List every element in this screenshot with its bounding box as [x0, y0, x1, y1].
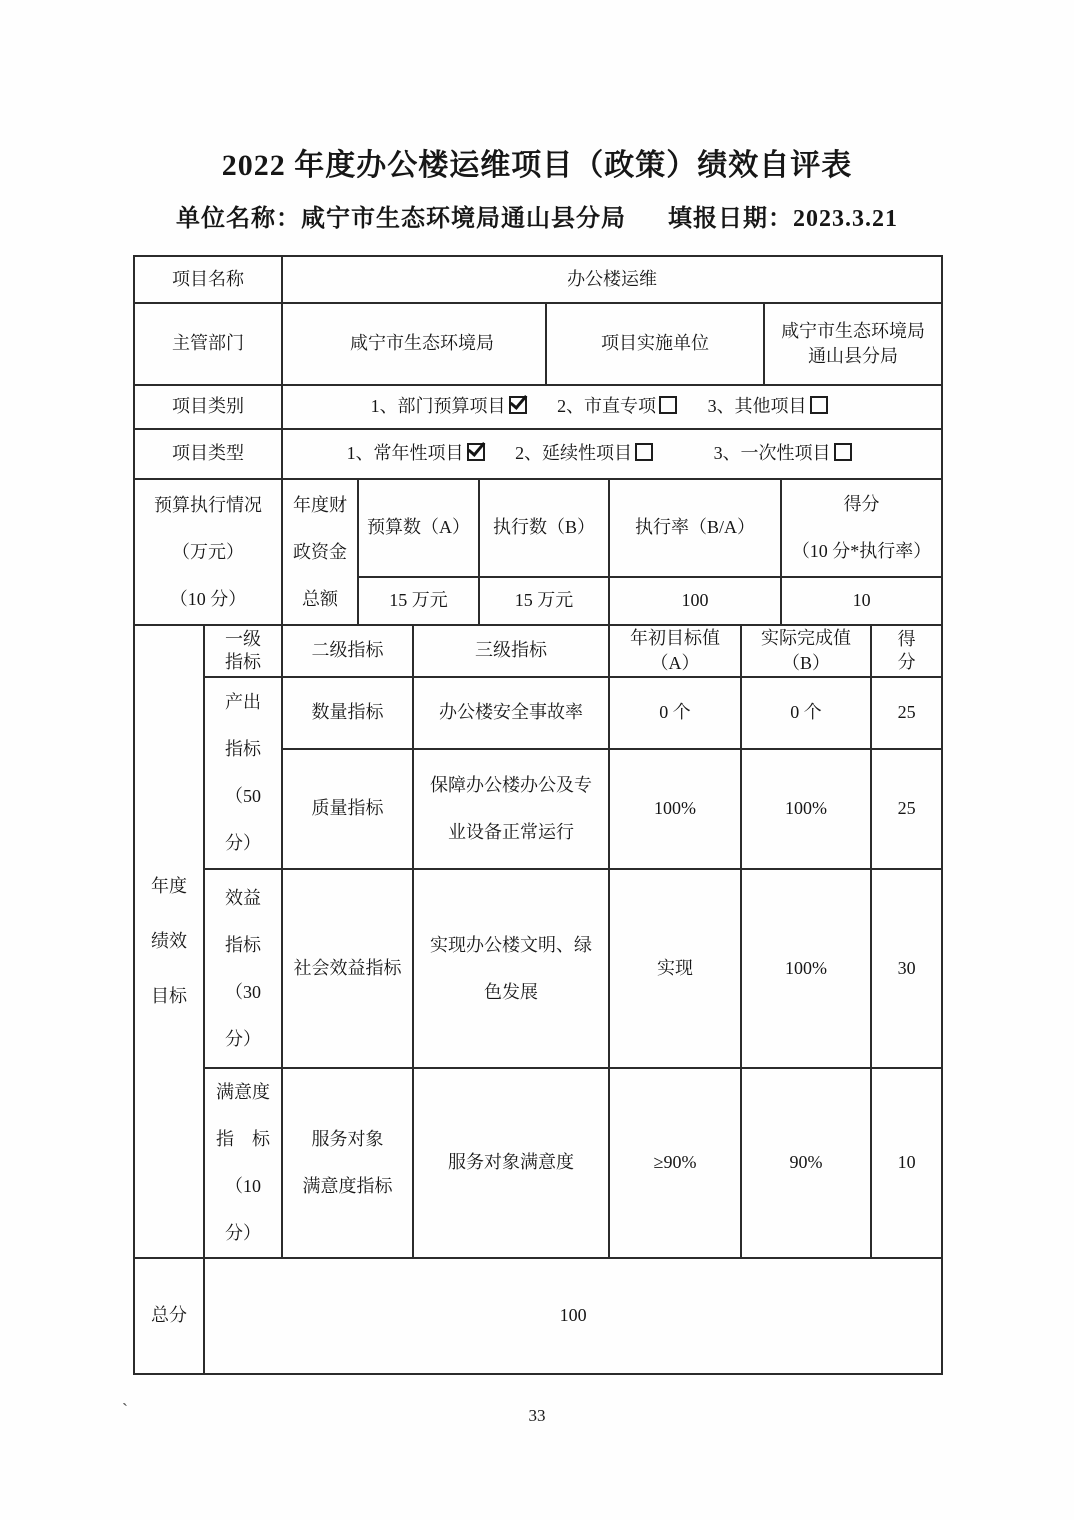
score-header-line2: 分 [897, 652, 916, 672]
project-name-label: 项目名称 [134, 256, 282, 303]
checkbox-unchecked-icon [810, 396, 828, 414]
social-level3-line2: 色发展 [484, 981, 538, 1002]
performance-goal-line2: 绩效 [151, 931, 187, 951]
quality-level3 [413, 749, 609, 869]
benefit-label-line1: 效益 [225, 887, 261, 908]
actual-header-line2: （B） [781, 653, 830, 673]
category-option-1-text: 1、部门预算项目 [370, 396, 506, 417]
exec-rate-header: 执行率（B/A） [609, 479, 781, 577]
table-row [134, 625, 942, 677]
quality-level3-line1: 保障办公楼办公及专 [430, 775, 592, 795]
service-label-line2: 满意度指标 [302, 1176, 393, 1196]
self-evaluation-table [133, 255, 943, 1375]
type-option-3-text: 3、一次性项目 [713, 443, 831, 464]
checkbox-unchecked-icon [834, 443, 852, 461]
dept-label: 主管部门 [134, 303, 282, 385]
quantity-target: 0 个 [609, 677, 741, 749]
type-option-3 [714, 443, 852, 463]
type-option-1 [347, 443, 485, 463]
level3-indicator-header: 三级指标 [413, 625, 609, 677]
quantity-indicator-label: 数量指标 [282, 677, 413, 749]
service-label-line1: 服务对象 [311, 1129, 384, 1149]
budget-amount-header: 预算数（A） [358, 479, 479, 577]
table-row [134, 1258, 942, 1374]
quality-actual: 100% [741, 749, 871, 869]
table-row [134, 303, 942, 385]
exec-rate-value: 100 [609, 577, 781, 625]
dept-value: 咸宁市生态环境局 [282, 303, 546, 385]
level2-indicator-header: 二级指标 [282, 625, 413, 677]
table-row [134, 256, 942, 303]
checkbox-checked-icon [467, 443, 485, 461]
output-indicator-label [204, 677, 282, 869]
total-score-label: 总分 [134, 1258, 204, 1374]
social-level3-line1: 实现办公楼文明、绿 [430, 934, 592, 955]
checkbox-unchecked-icon [659, 396, 677, 414]
quantity-level3: 办公楼安全事故率 [413, 677, 609, 749]
social-target: 实现 [609, 869, 741, 1068]
page-title: 2022 年度办公楼运维项目（政策）绩效自评表 [221, 149, 853, 182]
table-row [134, 385, 942, 429]
social-level3 [413, 869, 609, 1068]
performance-goal-line3: 目标 [151, 986, 187, 1006]
output-label-line3: （50 [225, 786, 261, 806]
report-date-label: 填报日期： [668, 206, 793, 232]
budget-amount-value: 15 万元 [358, 577, 479, 625]
budget-score-value: 10 [781, 577, 942, 625]
checkbox-unchecked-icon [635, 443, 653, 461]
impl-unit-value-line1: 咸宁市生态环境局 [781, 320, 926, 341]
service-level3: 服务对象满意度 [413, 1068, 609, 1258]
actual-value-header [741, 625, 871, 677]
category-option-2-text: 2、市直专项 [557, 396, 657, 417]
impl-unit-value-line2: 通山县分局 [808, 346, 899, 366]
output-label-line2: 指标 [225, 739, 261, 759]
level1-header-line2: 指标 [225, 652, 261, 672]
type-label: 项目类型 [134, 429, 282, 479]
budget-score-header [781, 479, 942, 577]
benefit-indicator-label [204, 869, 282, 1068]
service-target-label [282, 1068, 413, 1258]
budget-label-line1: 预算执行情况 [154, 494, 262, 515]
budget-label-line2: （万元） [172, 541, 244, 562]
checkbox-checked-icon [509, 396, 527, 414]
budget-section-label [134, 479, 282, 625]
annual-performance-goal-label [134, 625, 204, 1258]
satisfaction-label-line4: 分） [225, 1223, 261, 1243]
quantity-actual: 0 个 [741, 677, 871, 749]
type-option-2 [515, 443, 653, 463]
benefit-label-line3: （30 [225, 981, 261, 1002]
score-header [871, 625, 942, 677]
benefit-label-line2: 指标 [225, 934, 261, 955]
category-option-3 [708, 396, 828, 416]
annual-fund-line2: 政资金 [293, 541, 347, 562]
service-target: ≥90% [609, 1068, 741, 1258]
category-label: 项目类别 [134, 385, 282, 429]
satisfaction-label-line1: 满意度 [216, 1082, 270, 1102]
category-options [282, 385, 942, 429]
target-header-line2: （A） [650, 653, 700, 673]
social-benefit-label: 社会效益指标 [282, 869, 413, 1068]
document-subtitle [0, 198, 1074, 233]
unit-name-value: 咸宁市生态环境局通山县分局 [301, 206, 626, 232]
table-row [134, 869, 942, 1068]
table-row [134, 1068, 942, 1258]
service-actual: 90% [741, 1068, 871, 1258]
budget-label-line3: （10 分） [169, 588, 247, 609]
score-header-line1: 得 [897, 629, 916, 649]
annual-fund-label [282, 479, 358, 625]
social-score: 30 [871, 869, 942, 1068]
benefit-label-line4: 分） [225, 1028, 261, 1049]
type-options [282, 429, 942, 479]
quality-score: 25 [871, 749, 942, 869]
level1-header-line1: 一级 [225, 629, 261, 649]
report-date-value: 2023.3.21 [793, 206, 898, 232]
exec-amount-value: 15 万元 [479, 577, 609, 625]
total-score-value: 100 [204, 1258, 942, 1374]
table-row [134, 677, 942, 749]
satisfaction-label-line2: 指 标 [216, 1129, 270, 1149]
annual-fund-line3: 总额 [302, 588, 338, 609]
budget-score-header-line2: （10 分*执行率） [791, 541, 932, 561]
social-actual: 100% [741, 869, 871, 1068]
project-name-value: 办公楼运维 [282, 256, 942, 303]
quality-target: 100% [609, 749, 741, 869]
category-option-1 [371, 396, 527, 416]
target-value-header [609, 625, 741, 677]
satisfaction-indicator-label [204, 1068, 282, 1258]
exec-amount-header: 执行数（B） [479, 479, 609, 577]
unit-name-label: 单位名称： [176, 206, 301, 232]
budget-score-header-line1: 得分 [843, 494, 880, 514]
quality-level3-line2: 业设备正常运行 [448, 822, 574, 842]
actual-header-line1: 实际完成值 [761, 628, 851, 648]
category-option-3-text: 3、其他项目 [707, 396, 807, 417]
table-row [134, 479, 942, 577]
quality-indicator-label: 质量指标 [282, 749, 413, 869]
type-option-2-text: 2、延续性项目 [515, 443, 633, 464]
impl-unit-value [764, 303, 942, 385]
satisfaction-label-line3: （10 [225, 1176, 261, 1196]
quantity-score: 25 [871, 677, 942, 749]
performance-goal-line1: 年度 [151, 876, 187, 896]
table-row [134, 429, 942, 479]
annual-fund-line1: 年度财 [293, 494, 347, 515]
impl-unit-label: 项目实施单位 [546, 303, 764, 385]
level1-indicator-header [204, 625, 282, 677]
page-number: 33 [528, 1406, 546, 1425]
stray-mark: ` [122, 1400, 128, 1420]
output-label-line1: 产出 [225, 692, 261, 712]
target-header-line1: 年初目标值 [630, 628, 720, 648]
service-score: 10 [871, 1068, 942, 1258]
category-option-2 [557, 396, 677, 416]
type-option-1-text: 1、常年性项目 [346, 443, 464, 464]
output-label-line4: 分） [225, 833, 261, 853]
